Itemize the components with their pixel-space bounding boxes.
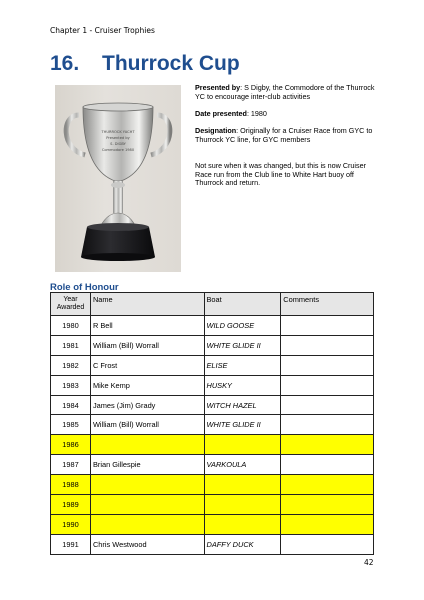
running-header: Chapter 1 - Cruiser Trophies [50, 26, 155, 35]
name-cell: William (Bill) Worrall [90, 415, 204, 435]
table-row [51, 495, 374, 515]
comments-cell [281, 355, 374, 375]
year-cell: 1985 [51, 415, 91, 435]
boat-cell: WHITE GLIDE II [204, 335, 281, 355]
comments-cell [281, 395, 374, 415]
trophy-info [195, 84, 375, 197]
comments-cell [281, 514, 374, 534]
page-title [50, 52, 240, 76]
boat-cell [204, 435, 281, 455]
year-cell: 1991 [51, 534, 91, 554]
roll-of-honour-table [50, 292, 374, 555]
name-cell: Chris Westwood [90, 534, 204, 554]
table-row [51, 316, 374, 336]
table-header-row [51, 293, 374, 316]
table-body [51, 316, 374, 555]
designation-text: : Originally for a Cruiser Race from GYC to Thurrock YC line, for GYC members [195, 125, 373, 144]
comments-cell [281, 495, 374, 515]
name-cell: C Frost [90, 355, 204, 375]
page-number: 42 [364, 558, 374, 567]
engraving-line-1: THURROCK YACHT [101, 130, 135, 134]
table-row [51, 475, 374, 495]
table-row [51, 534, 374, 554]
table-row [51, 455, 374, 475]
year-cell: 1987 [51, 455, 91, 475]
table-row [51, 514, 374, 534]
year-cell: 1981 [51, 335, 91, 355]
name-cell: William (Bill) Worrall [90, 335, 204, 355]
boat-cell [204, 514, 281, 534]
trophy-name: Thurrock Cup [102, 52, 240, 75]
presented-by-text: : S Digby, the Commodore of the Thurrock YC to encourage inter-club activities [195, 83, 375, 101]
comments-cell [281, 375, 374, 395]
table-row [51, 335, 374, 355]
year-cell: 1986 [51, 435, 91, 455]
year-cell: 1988 [51, 475, 91, 495]
trophy-photo [55, 85, 181, 272]
boat-cell: WHITE GLIDE II [204, 415, 281, 435]
history-note: Not sure when it was changed, but this is now Cruiser Race run from the Club line to White Hart buoy off Thurrock and return. [195, 161, 366, 188]
roll-of-honour-heading: Role of Honour [50, 282, 119, 293]
column-header-comments: Comments [281, 293, 374, 316]
boat-cell [204, 495, 281, 515]
date-presented-label: Date presented [195, 108, 247, 118]
boat-cell: WITCH HAZEL [204, 395, 281, 415]
name-cell [90, 495, 204, 515]
name-cell: R Bell [90, 316, 204, 336]
year-cell: 1983 [51, 375, 91, 395]
designation-paragraph [195, 127, 375, 144]
name-cell [90, 435, 204, 455]
comments-cell [281, 335, 374, 355]
name-cell: Brian Gillespie [90, 455, 204, 475]
table-row [51, 415, 374, 435]
presented-by-paragraph [195, 84, 375, 101]
presented-by-label: Presented by [195, 83, 241, 92]
column-header-name: Name [90, 293, 204, 316]
engraving-line-2: Presented by [106, 136, 130, 140]
year-cell: 1980 [51, 316, 91, 336]
date-presented-text: : 1980 [246, 108, 267, 118]
name-cell [90, 514, 204, 534]
date-presented-paragraph [195, 110, 375, 119]
boat-cell: WILD GOOSE [204, 316, 281, 336]
comments-cell [281, 435, 374, 455]
boat-cell [204, 475, 281, 495]
name-cell [90, 475, 204, 495]
engraving-line-3: S. DIGBY [110, 142, 126, 146]
column-header-boat: Boat [204, 293, 281, 316]
year-cell: 1990 [51, 514, 91, 534]
comments-cell [281, 415, 374, 435]
year-cell: 1982 [51, 355, 91, 375]
name-cell: James (Jim) Grady [90, 395, 204, 415]
table-row [51, 435, 374, 455]
boat-cell: VARKOULA [204, 455, 281, 475]
comments-cell [281, 534, 374, 554]
comments-cell [281, 316, 374, 336]
table-row [51, 355, 374, 375]
name-cell: Mike Kemp [90, 375, 204, 395]
engraving-line-4: Commodore 1980 [101, 148, 135, 152]
table-row [51, 395, 374, 415]
boat-cell: HUSKY [204, 375, 281, 395]
section-number: 16. [50, 52, 80, 75]
designation-label: Designation [195, 125, 237, 135]
year-cell: 1984 [51, 395, 91, 415]
column-header-year: Year Awarded [51, 293, 91, 316]
trophy-cup-image [55, 85, 181, 272]
boat-cell: ELISE [204, 355, 281, 375]
comments-cell [281, 455, 374, 475]
boat-cell: DAFFY DUCK [204, 534, 281, 554]
table-row [51, 375, 374, 395]
year-cell: 1989 [51, 495, 91, 515]
comments-cell [281, 475, 374, 495]
